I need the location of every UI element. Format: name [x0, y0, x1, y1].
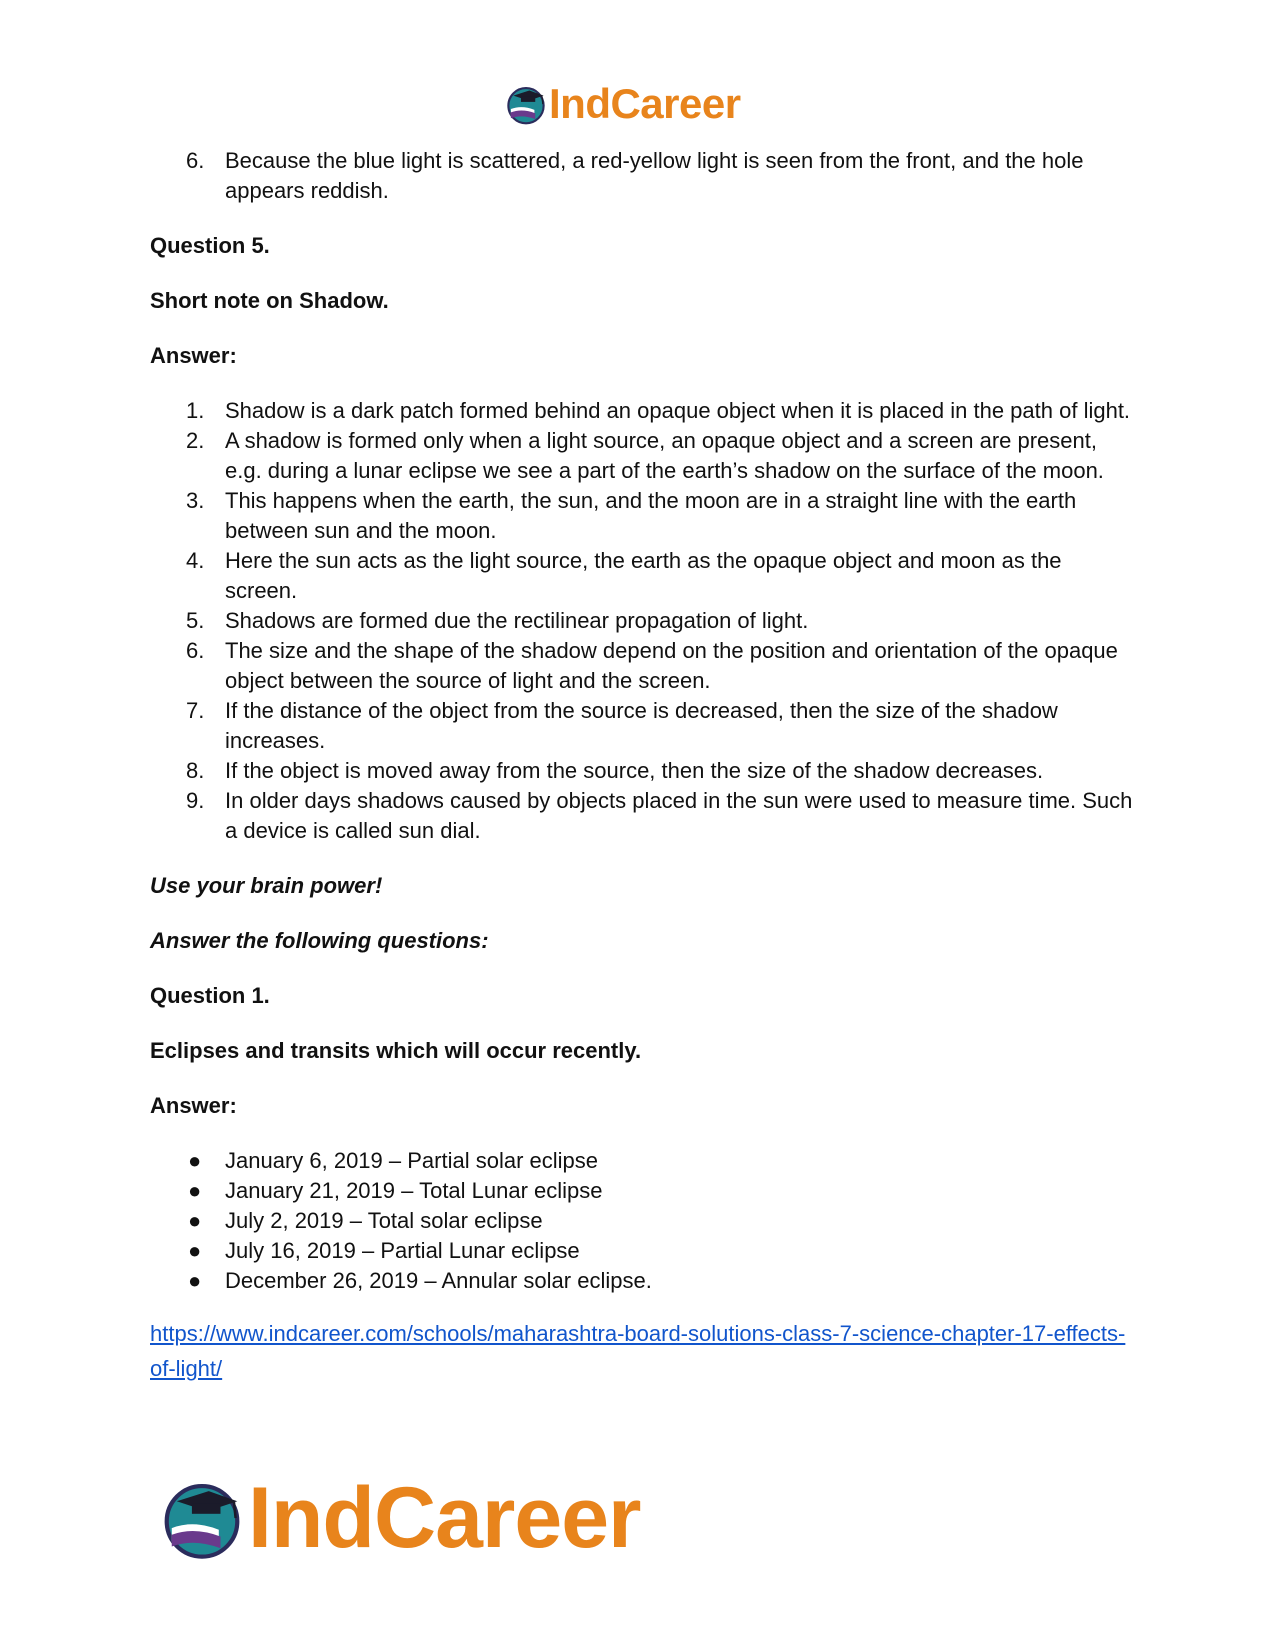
question-heading: Question 5.: [150, 233, 270, 258]
header-logo[interactable]: [505, 80, 741, 128]
list-item-number: 2.: [186, 428, 205, 453]
eclipse-list: [150, 1146, 1135, 1296]
list-item: [150, 426, 1135, 486]
logo-wordmark: IndCareer: [549, 80, 741, 127]
list-item-number: 4.: [186, 548, 205, 573]
question-heading: Question 1.: [150, 983, 270, 1008]
list-item: [150, 486, 1135, 546]
list-item-text: Shadows are formed due the rectilinear propagation of light.: [225, 608, 809, 633]
list-item: [150, 756, 1135, 786]
list-item-text: January 21, 2019 – Total Lunar eclipse: [225, 1178, 603, 1203]
list-item-number: 5.: [186, 608, 205, 633]
source-link-block: [150, 1316, 1135, 1386]
list-item-number: 6.: [186, 638, 205, 663]
list-item: [150, 1176, 1135, 1206]
list-item-number: 1.: [186, 398, 205, 423]
list-item-text: July 16, 2019 – Partial Lunar eclipse: [225, 1238, 580, 1263]
list-item-text: Because the blue light is scattered, a red-yellow light is seen from the front, and the hole appears reddish.: [225, 148, 1084, 203]
list-item: [150, 1266, 1135, 1296]
list-item-text: July 2, 2019 – Total solar eclipse: [225, 1208, 543, 1233]
list-item-text: January 6, 2019 – Partial solar eclipse: [225, 1148, 598, 1173]
list-item: [150, 146, 1135, 206]
list-item-text: December 26, 2019 – Annular solar eclipse.: [225, 1268, 652, 1293]
logo-wordmark: IndCareer: [248, 1470, 641, 1566]
list-item: [150, 786, 1135, 846]
bullet-icon: ●: [188, 1208, 202, 1233]
list-item-text: In older days shadows caused by objects placed in the sun were used to measure time. Such a device is called sun dial.: [225, 788, 1133, 843]
list-item-text: A shadow is formed only when a light source, an opaque object and a screen are present, e.g. during a lunar eclipse we see a part of the earth’s shadow on the surface of the moon.: [225, 428, 1104, 483]
answer-label: Answer:: [150, 1093, 237, 1118]
section-subtitle: Answer the following questions:: [150, 928, 489, 953]
list-item-number: 9.: [186, 788, 205, 813]
continued-list: [150, 146, 1135, 206]
source-link[interactable]: https://www.indcareer.com/schools/maharashtra-board-solutions-class-7-science-chapter-17-effects-of-light/: [150, 1321, 1126, 1381]
shadow-notes-list: [150, 396, 1135, 846]
list-item-text: If the distance of the object from the source is decreased, then the size of the shadow increases.: [225, 698, 1058, 753]
list-item-text: This happens when the earth, the sun, and the moon are in a straight line with the earth between sun and the moon.: [225, 488, 1077, 543]
answer-label: Answer:: [150, 343, 237, 368]
list-item: [150, 396, 1135, 426]
graduation-book-globe-icon: [160, 1476, 244, 1560]
bullet-icon: ●: [188, 1238, 202, 1263]
list-item: [150, 606, 1135, 636]
list-item-number: 3.: [186, 488, 205, 513]
list-item-number: 8.: [186, 758, 205, 783]
graduation-book-globe-icon: [505, 83, 547, 125]
document-body: [150, 146, 1135, 1386]
bullet-icon: ●: [188, 1178, 202, 1203]
list-item: [150, 636, 1135, 696]
footer-logo[interactable]: [160, 1468, 641, 1568]
list-item: [150, 546, 1135, 606]
list-item-text: If the object is moved away from the source, then the size of the shadow decreases.: [225, 758, 1044, 783]
list-item-number: 7.: [186, 698, 205, 723]
list-item-text: Shadow is a dark patch formed behind an opaque object when it is placed in the path of light.: [225, 398, 1131, 423]
list-item-text: Here the sun acts as the light source, the earth as the opaque object and moon as the screen.: [225, 548, 1062, 603]
list-item: [150, 696, 1135, 756]
list-item-text: The size and the shape of the shadow depend on the position and orientation of the opaque object between the source of light and the screen.: [225, 638, 1118, 693]
question-prompt: Short note on Shadow.: [150, 288, 389, 313]
list-item: [150, 1236, 1135, 1266]
section-title: Use your brain power!: [150, 873, 383, 898]
bullet-icon: ●: [188, 1268, 202, 1293]
question-prompt: Eclipses and transits which will occur recently.: [150, 1038, 642, 1063]
bullet-icon: ●: [188, 1148, 202, 1173]
list-item: [150, 1146, 1135, 1176]
list-item-number: 6.: [186, 148, 205, 173]
list-item: [150, 1206, 1135, 1236]
